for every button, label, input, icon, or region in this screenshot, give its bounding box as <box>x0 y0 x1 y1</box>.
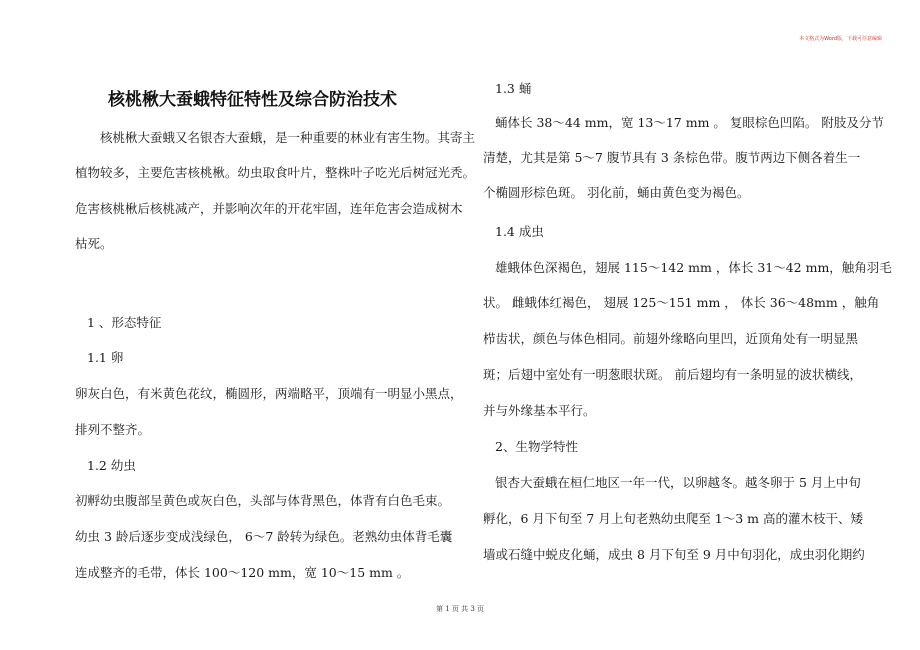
subsection-heading: 1.4 成虫 <box>495 224 544 239</box>
subsection-heading: 1.2 幼虫 <box>87 458 136 473</box>
section-heading: 2、生物学特性 <box>495 439 578 454</box>
paragraph-line: 排列不整齐。 <box>75 422 151 437</box>
paragraph-line: 并与外缘基本平行。 <box>483 403 596 418</box>
paragraph-line: 清楚，尤其是第 5～7 腹节具有 3 条棕色带。腹节两边下侧各着生一 <box>483 150 861 165</box>
paragraph-line: 枯死。 <box>75 236 113 251</box>
paragraph-line: 墙或石缝中蜕皮化蛹，成虫 8 月下旬至 9 月中旬羽化，成虫羽化期约 <box>483 547 865 562</box>
subsection-heading: 1.1 卵 <box>87 350 124 365</box>
paragraph-line: 状。 雌蛾体红褐色， 翅展 125～151 mm ， 体长 36～48mm ，触角 <box>483 295 880 310</box>
paragraph-line: 斑；后翅中室处有一明葱眼状斑。 前后翅均有一条明显的波状横线， <box>483 367 862 382</box>
page-footer: 第 1 页 共 3 页 <box>435 605 485 613</box>
section-heading: 1 、形态特征 <box>87 315 162 330</box>
paragraph-line: 初孵幼虫腹部呈黄色或灰白色，头部与体背黑色，体背有白色毛束。 <box>75 493 451 508</box>
paragraph-line: 危害核桃楸后核桃减产，并影响次年的开花牢固，连年危害会造成树木 <box>75 201 463 216</box>
paragraph-line: 核桃楸大蚕蛾又名银杏大蚕蛾，是一种重要的林业有害生物。其寄主 <box>75 130 476 145</box>
paragraph-line: 栉齿状，颜色与体色相同。前翅外缘略向里凹，近顶角处有一明显黑 <box>483 331 859 346</box>
watermark-text: 本文格式为Word版，下载可任意编辑 <box>799 36 882 42</box>
paragraph-line: 孵化，6 月下旬至 7 月上旬老熟幼虫爬至 1～3 m 高的灌木枝干、矮 <box>483 511 864 526</box>
paragraph-line: 雄蛾体色深褐色，翅展 115～142 mm ，体长 31～42 mm，触角羽毛 <box>495 260 892 275</box>
subsection-heading: 1.3 蛹 <box>495 81 532 96</box>
paragraph-line: 卵灰白色，有米黄色花纹，椭圆形，两端略平，顶端有一明显小黑点， <box>75 386 463 401</box>
paragraph-line: 蛹体长 38～44 mm，宽 13～17 mm 。 复眼棕色凹陷。 附肢及分节 <box>495 115 884 130</box>
paragraph-line: 个椭圆形棕色斑。 羽化前，蛹由黄色变为褐色。 <box>483 185 750 200</box>
document-title: 核桃楸大蚕蛾特征特性及综合防治技术 <box>108 90 397 110</box>
paragraph-line: 植物较多，主要危害核桃楸。幼虫取食叶片，整株叶子吃光后树冠光秃。 <box>75 165 476 180</box>
paragraph-line: 幼虫 3 龄后逐步变成浅绿色， 6～7 龄转为绿色。老熟幼虫体背毛囊 <box>75 529 453 544</box>
paragraph-line: 连成整齐的毛带，体长 100～120 mm，宽 10～15 mm 。 <box>75 565 410 580</box>
paragraph-line: 银杏大蚕蛾在桓仁地区一年一代，以卵越冬。越冬卵于 5 月上中旬 <box>495 475 861 490</box>
